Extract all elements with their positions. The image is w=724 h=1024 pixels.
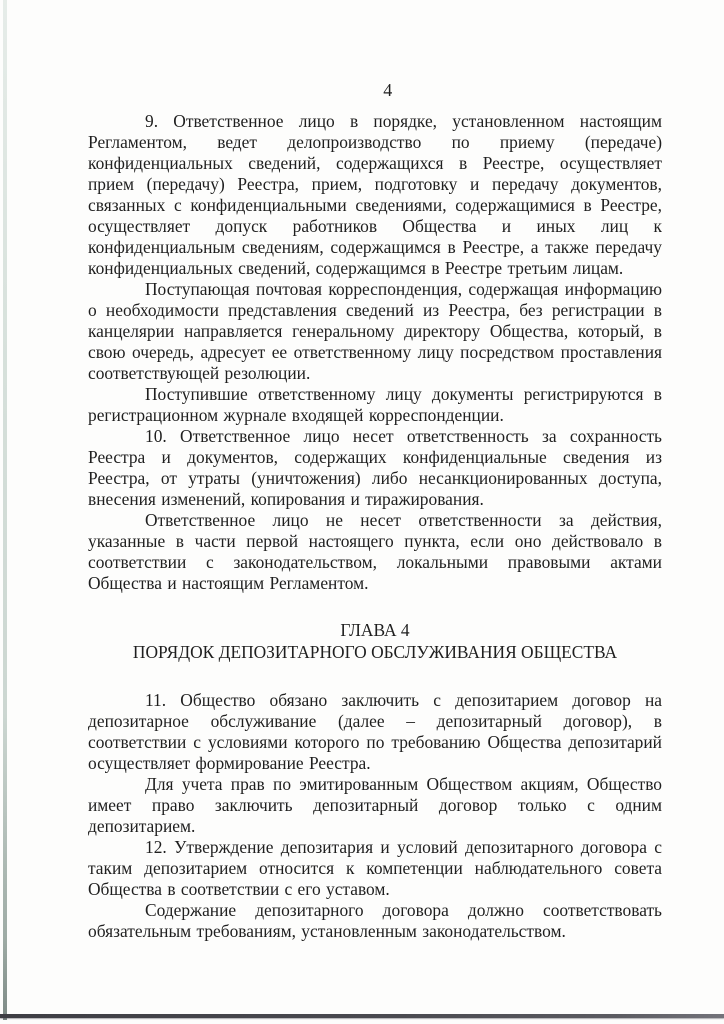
paragraph-liability-exemption: Ответственное лицо не несет ответственности за действия, указанные в части первой настоящего пункта, если оно действовало в соответствии с законодательством, локальными правовыми актами Общества и настоящим Регламентом. <box>88 510 662 593</box>
page-number: 4 <box>383 80 393 100</box>
paragraph-registration-journal: Поступившие ответственному лицу документы регистрируются в регистрационном журнале входящей корреспонденции. <box>88 384 662 425</box>
document-body <box>88 111 662 942</box>
paragraph-item-10: 10. Ответственное лицо несет ответственность за сохранность Реестра и документов, содержащих конфиденциальные сведения из Реестра, от утраты (уничтожения) либо несанкционированных доступа, внесения изменений, копирования и тиражирования. <box>88 426 662 509</box>
chapter-heading <box>88 620 662 663</box>
scan-left-edge-shadow <box>3 0 7 1020</box>
paragraph-incoming-mail: Поступающая почтовая корреспонденция, содержащая информацию о необходимости представления сведений из Реестра, без регистрации в канцелярии направляется генеральному директору Общества, который, в свою очередь, адресует ее ответственному лицу посредством проставления соответствующей резолюции. <box>88 279 662 383</box>
paragraph-item-12: 12. Утверждение депозитария и условий депозитарного договора с таким депозитарием относится к компетенции наблюдательного совета Общества в соответствии с его уставом. <box>88 837 662 899</box>
chapter-title: ПОРЯДОК ДЕПОЗИТАРНОГО ОБСЛУЖИВАНИЯ ОБЩЕСТВА <box>132 641 618 662</box>
chapter-number: ГЛАВА 4 <box>340 620 410 640</box>
paragraph-item-9: 9. Ответственное лицо в порядке, установленном настоящим Регламентом, ведет делопроизводство по приему (передаче) конфиденциальных сведений, содержащихся в Реестре, осуществляет прием (передачу) Реестра, прием, подготовку и передачу документов, связанных с конфиденциальными сведениями, содержащимися в Реестре, осуществляет допуск работников Общества и иных лиц к конфиденциальным сведениям, содержащимся в Реестре, а также передачу конфиденциальных сведений, содержащимся в Реестре третьим лицам. <box>88 111 662 278</box>
paragraph-item-11: 11. Общество обязано заключить с депозитарием договор на депозитарное обслуживание (далее – депозитарный договор), в соответствии с условиями которого по требованию Общества депозитарий осуществляет формирование Реестра. <box>88 690 662 773</box>
paragraph-contract-content: Содержание депозитарного договора должно соответствовать обязательным требованиям, установленным законодательством. <box>88 900 662 941</box>
paragraph-single-depositary: Для учета прав по эмитированным Обществом акциям, Общество имеет право заключить депозитарный договор только с одним депозитарием. <box>88 774 662 836</box>
scan-bottom-edge-shadow <box>0 1014 724 1018</box>
